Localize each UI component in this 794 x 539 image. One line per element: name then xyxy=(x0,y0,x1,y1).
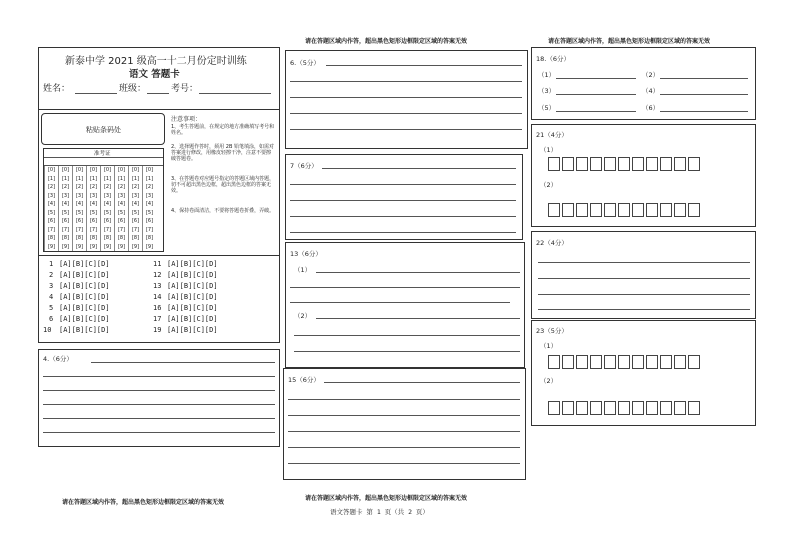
answer-line xyxy=(288,447,520,448)
answer-line xyxy=(43,432,275,433)
answer-line xyxy=(43,418,275,419)
mc-number: 2 xyxy=(49,271,54,279)
mc-number: 16 xyxy=(153,304,162,312)
school-title: 新泰中学 2021 级高一十二月份定时训练 xyxy=(65,56,247,67)
q23-answer-box[interactable] xyxy=(531,320,756,426)
mc-number: 11 xyxy=(153,260,162,268)
answer-line xyxy=(294,335,520,336)
q18-item-label: （4） xyxy=(642,87,660,95)
mc-choices[interactable]: [A][B][C][D] xyxy=(59,315,110,323)
answer-line xyxy=(322,168,516,169)
mc-number: 1 xyxy=(49,260,54,268)
mc-number: 14 xyxy=(153,293,162,301)
answer-line xyxy=(290,129,522,130)
mc-choices[interactable]: [A][B][C][D] xyxy=(167,326,218,334)
digit-grid[interactable]: [0] [0] [0] [0] [0] [0] [0] [0] [1] [1] [1] [1] [1] [1] [1] [1] [2] [2] [2] [2] [2] [2] [2] [2] [3] [3] [3] [3] [3] [3] [3] [3] [4] [4] [4] [4] [4] [4] [4] [4] [5] [5] [5] [5] [5] [5] [5] [5] [6] [6] [6] [6] [6] [6] [6] [6] [7] [7] [7] [7] [7] [7] [7] [7] [8] [8] [8] [8] [8] [8] [8] [8] [9] [9] [9] [9] [9] [9] [9] [9] xyxy=(44,166,156,251)
mc-choices[interactable]: [A][B][C][D] xyxy=(59,260,110,268)
name-field[interactable] xyxy=(75,93,117,94)
answer-line xyxy=(288,415,520,416)
answer-line xyxy=(43,376,275,377)
q18-label: 18.（6分） xyxy=(536,55,570,63)
answer-line xyxy=(290,302,510,303)
note-item: 2、选择题作答时，须用 2B 铅笔填涂，如需对答案进行修改，用橡皮轻擦干净，注意不要擦破答题卷。 xyxy=(171,144,274,162)
q7-answer-box[interactable] xyxy=(285,154,523,240)
answer-line xyxy=(288,431,520,432)
answer-line xyxy=(288,399,520,400)
answer-line xyxy=(290,200,516,201)
mc-number: 10 xyxy=(43,326,52,334)
q23-label: 23（5分） xyxy=(536,327,568,335)
answer-line xyxy=(290,81,522,82)
q4-answer-box[interactable] xyxy=(38,349,280,447)
exam-number-grid xyxy=(43,148,164,252)
q22-label: 22（4分） xyxy=(536,239,568,247)
mc-number: 3 xyxy=(49,282,54,290)
answer-line xyxy=(660,111,748,112)
answer-line xyxy=(43,404,275,405)
answer-line xyxy=(538,294,750,295)
name-label: 姓名： xyxy=(43,84,71,94)
grid-divider xyxy=(44,157,163,158)
answer-line xyxy=(294,351,520,352)
q21-label: 21（4分） xyxy=(536,131,568,139)
mc-choices[interactable]: [A][B][C][D] xyxy=(167,304,218,312)
mc-choices[interactable]: [A][B][C][D] xyxy=(167,271,218,279)
answer-line xyxy=(288,463,520,464)
answer-line xyxy=(556,78,636,79)
q15-answer-box[interactable] xyxy=(283,368,526,480)
mc-choices[interactable]: [A][B][C][D] xyxy=(59,304,110,312)
answer-line xyxy=(538,309,750,310)
q13-part1-label: （1） xyxy=(294,266,312,274)
q13-part2-label: （2） xyxy=(294,312,312,320)
q18-item-label: （1） xyxy=(538,71,556,79)
q18-item-label: （5） xyxy=(538,104,556,112)
mc-choices[interactable]: [A][B][C][D] xyxy=(167,315,218,323)
bottom-warning-left: 请在答题区域内作答，超出黑色矩形边框限定区域的答案无效 xyxy=(62,499,225,506)
q21-answer-box[interactable] xyxy=(531,124,756,227)
exam-no-label: 考号： xyxy=(171,84,199,94)
answer-line xyxy=(324,382,520,383)
mc-number: 13 xyxy=(153,282,162,290)
sheet-subtitle: 语文 答题卡 xyxy=(129,69,180,80)
q23-part2-label: （2） xyxy=(540,377,558,385)
mc-choices[interactable]: [A][B][C][D] xyxy=(59,326,110,334)
answer-line xyxy=(43,390,275,391)
q6-answer-box[interactable] xyxy=(285,50,528,149)
q18-answer-box[interactable] xyxy=(531,47,756,120)
top-warning-right: 请在答题区域内作答，超出黑色矩形边框限定区域的答案无效 xyxy=(548,38,711,45)
q21-part2-label: （2） xyxy=(540,181,558,189)
q21-part1-label: （1） xyxy=(540,146,558,154)
header-block xyxy=(38,47,280,256)
mc-number: 12 xyxy=(153,271,162,279)
answer-line xyxy=(290,97,522,98)
answer-line xyxy=(290,287,520,288)
answer-line xyxy=(316,318,520,319)
q15-label: 15（6分） xyxy=(288,376,320,384)
class-field[interactable] xyxy=(147,93,169,94)
mc-choices[interactable]: [A][B][C][D] xyxy=(59,271,110,279)
answer-line xyxy=(290,216,516,217)
multiple-choice-block xyxy=(38,255,280,343)
mc-choices[interactable]: [A][B][C][D] xyxy=(59,293,110,301)
mc-number: 4 xyxy=(49,293,54,301)
answer-line xyxy=(538,262,750,263)
mc-choices[interactable]: [A][B][C][D] xyxy=(167,293,218,301)
mc-number: 6 xyxy=(49,315,54,323)
q4-label: 4.（6分） xyxy=(43,355,73,363)
mc-number: 17 xyxy=(153,315,162,323)
q13-answer-box[interactable] xyxy=(285,242,525,368)
answer-line xyxy=(556,111,636,112)
class-label: 班级： xyxy=(119,84,147,94)
q18-item-label: （2） xyxy=(642,71,660,79)
bottom-warning-middle: 请在答题区域内作答，超出黑色矩形边框限定区域的答案无效 xyxy=(305,495,468,502)
mc-choices[interactable]: [A][B][C][D] xyxy=(167,260,218,268)
header-divider xyxy=(39,109,279,110)
answer-line xyxy=(660,94,748,95)
note-item: 4、保持卷面清洁，不要将答题卷折叠，弄破。 xyxy=(171,208,275,214)
q7-label: 7（6分） xyxy=(290,162,318,170)
q13-label: 13（6分） xyxy=(290,250,322,258)
q18-item-label: （6） xyxy=(642,104,660,112)
answer-line xyxy=(556,94,636,95)
mc-choices[interactable]: [A][B][C][D] xyxy=(59,282,110,290)
answer-line xyxy=(290,184,516,185)
q23-part1-label: （1） xyxy=(540,342,558,350)
exam-no-field[interactable] xyxy=(199,93,271,94)
page-footer: 语文答题卡 第 1 页（共 2 页） xyxy=(330,508,429,516)
answer-line xyxy=(326,65,522,66)
mc-choices[interactable]: [A][B][C][D] xyxy=(167,282,218,290)
notes-title: 注意事项： xyxy=(171,116,202,123)
note-item: 3、在答题卷对应题号指定的答题区域内答题，切不可超出黑色边框，超出黑色边框的答案无效。 xyxy=(171,176,275,194)
mc-number: 5 xyxy=(49,304,54,312)
answer-line xyxy=(660,78,748,79)
answer-line xyxy=(91,362,275,363)
answer-line xyxy=(290,113,522,114)
q22-answer-box[interactable] xyxy=(531,231,756,319)
exam-no-box-label: 准考证 xyxy=(94,151,111,157)
answer-line xyxy=(538,278,750,279)
answer-line xyxy=(290,232,516,233)
mc-number: 19 xyxy=(153,326,162,334)
note-item: 1、考生答题前，在规定的地方准确填写考号和姓名。 xyxy=(171,124,275,136)
barcode-area xyxy=(41,113,165,145)
barcode-label: 粘贴条码处 xyxy=(86,126,121,134)
top-warning-middle: 请在答题区域内作答，超出黑色矩形边框限定区域的答案无效 xyxy=(305,38,468,45)
answer-line xyxy=(316,272,520,273)
q6-label: 6.（5分） xyxy=(290,59,320,67)
q18-item-label: （3） xyxy=(538,87,556,95)
